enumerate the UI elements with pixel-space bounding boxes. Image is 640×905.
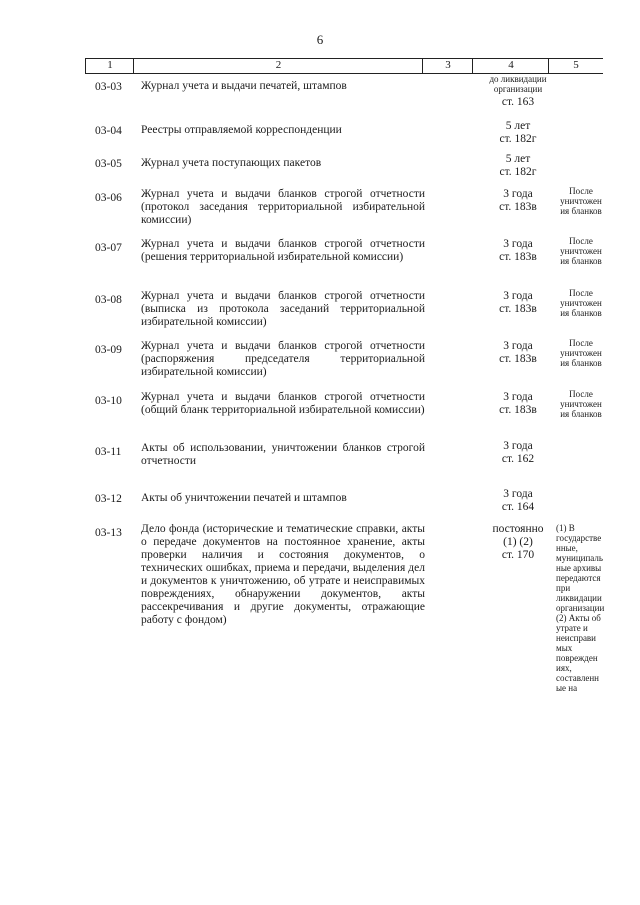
row-note: После уничтожен ия бланков (560, 338, 602, 368)
row-term: 3 года ст. 183в (499, 238, 537, 263)
header-col-1: 1 (85, 58, 134, 74)
row-code: 03-11 (95, 446, 122, 458)
row-title: Акты об уничтожении печатей и штампов (141, 492, 347, 504)
row-note: После уничтожен ия бланков (560, 236, 602, 266)
row-title: Журнал учета и выдачи бланков строгой отчетности (решения территориальной избирательной комиссии) (141, 238, 425, 263)
row-note: После уничтожен ия бланков (560, 389, 602, 419)
row-title: Дело фонда (исторические и тематические справки, акты о передаче документов на постоянное хранение, акты проверки наличия и состояния документов, о технических ошибках, приема и передачи, выделения дел и документов к уничтожению, об утрате и неисправимых повреждениях, обнаружении документов, акты рассекречивания и другие документы, отражающие работу с фондом) (141, 523, 425, 626)
row-code: 03-07 (95, 242, 122, 254)
row-code: 03-12 (95, 493, 122, 505)
row-title: Акты об использовании, уничтожении бланков строгой отчетности (141, 442, 425, 467)
header-col-5: 5 (548, 58, 603, 74)
row-title: Журнал учета и выдачи бланков строгой отчетности (распоряжения председателя территориальной избирательной комиссии) (141, 340, 425, 378)
row-note: После уничтожен ия бланков (560, 288, 602, 318)
row-term: 3 года ст. 162 (501, 440, 535, 465)
row-code: 03-08 (95, 294, 122, 306)
row-code: 03-10 (95, 395, 122, 407)
row-term: ст. 163 (501, 96, 535, 108)
row-term: 3 года ст. 183в (499, 340, 537, 365)
row-code: 03-09 (95, 344, 122, 356)
row-code: 03-13 (95, 527, 122, 539)
row-term: 5 лет ст. 182г (499, 153, 537, 178)
header-col-2: 2 (133, 58, 423, 74)
row-note: (1) В государстве нные, муниципаль ные архивы передаются при ликвидации организации (2) Акты об утрате и неисправи мых поврежден иях, составленн ые на (556, 523, 605, 693)
row-term-prefix: до ликвидации организации (489, 74, 547, 94)
row-term: 3 года ст. 183в (499, 391, 537, 416)
row-code: 03-05 (95, 158, 122, 170)
row-title: Журнал учета и выдачи бланков строгой отчетности (выписка из протокола заседаний территориальной избирательной комиссии) (141, 290, 425, 328)
row-term: 3 года ст. 183в (499, 188, 537, 213)
row-note: После уничтожен ия бланков (560, 186, 602, 216)
row-title: Журнал учета и выдачи бланков строгой отчетности (протокол заседания территориальной избирательной комиссии) (141, 188, 425, 226)
row-term: постоянно (1) (2) ст. 170 (492, 523, 544, 561)
row-title: Журнал учета и выдачи бланков строгой отчетности (общий бланк территориальной избирательной комиссии) (141, 391, 425, 416)
row-term: 5 лет ст. 182г (499, 120, 537, 145)
row-title: Реестры отправляемой корреспонденции (141, 124, 342, 136)
row-code: 03-06 (95, 192, 122, 204)
header-col-3: 3 (422, 58, 473, 74)
row-term: 3 года ст. 164 (501, 488, 535, 513)
row-term: 3 года ст. 183в (499, 290, 537, 315)
row-title: Журнал учета поступающих пакетов (141, 157, 322, 169)
row-title: Журнал учета и выдачи печатей, штампов (141, 80, 347, 92)
row-code: 03-03 (95, 81, 122, 93)
page-number: 6 (316, 32, 324, 47)
header-col-4: 4 (472, 58, 549, 74)
row-code: 03-04 (95, 125, 122, 137)
